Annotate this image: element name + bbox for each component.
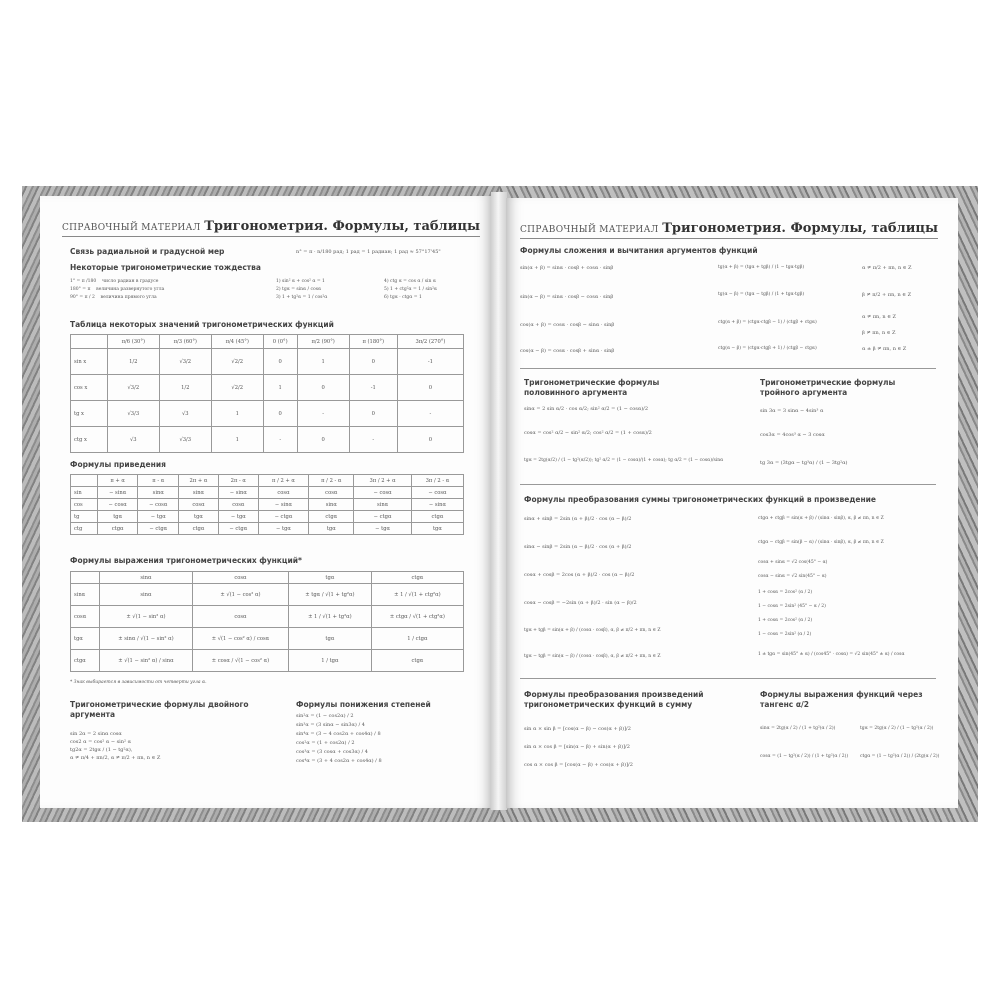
- page-header: [520, 214, 938, 239]
- table-cell: 1 / ctgα: [371, 628, 463, 650]
- table-cell: 0: [397, 375, 463, 401]
- table-cell: 0: [297, 375, 349, 401]
- half-formula-3: tgα = 2tg(α/2) / (1 − tg²(α/2)); tg² α/2 = (1 − cosα)/(1 + cosα); tg α/2 = (1 − cosα)/sinα: [524, 458, 724, 463]
- section-label: СПРАВОЧНЫЙ МАТЕРИАЛ: [520, 225, 659, 235]
- table-cell: √3: [159, 401, 211, 427]
- triple-formula-3: tg 3α = (3tgα − tg³α) / (1 − 3tg²α): [760, 460, 848, 466]
- table-cell: ± cosα / √(1 − cos² α): [192, 650, 288, 672]
- addition-condition-3: α ≠ πn, n ∈ Z: [862, 314, 897, 320]
- table-cell: − sinα: [97, 487, 138, 499]
- table-cell: tgα: [411, 523, 463, 535]
- table-cell: -: [297, 401, 349, 427]
- expression-title: Формулы выражения тригонометрических функций*: [70, 556, 302, 565]
- table-cell: √3/2: [107, 375, 159, 401]
- addition-title: Формулы сложения и вычитания аргументов функций: [520, 246, 758, 255]
- triple-title: Тригонометрические формулы тройного аргумента: [760, 378, 896, 398]
- right-page: [506, 198, 958, 808]
- table-cell: ctgα: [97, 523, 138, 535]
- table-cell: 0: [263, 401, 297, 427]
- table-cell: π / 2 + α: [258, 475, 309, 487]
- table-cell: 0: [397, 427, 463, 453]
- table-cell: 1: [211, 401, 263, 427]
- sum-formula-5: tgα + tgβ = sin(α + β) / (cosα · cosβ), α, β ≠ π/2 + πn, n ∈ Z: [524, 628, 661, 633]
- table-cell: ctgα: [71, 650, 100, 672]
- table-cell: cos x: [71, 375, 108, 401]
- table-cell: π - α: [138, 475, 179, 487]
- table-cell: ± tgα / √(1 + tg²α): [289, 584, 372, 606]
- sum-right-5: 1 + cosα = 2cos² (α / 2): [758, 590, 813, 595]
- table-cell: [71, 475, 98, 487]
- triple-formula-1: sin 3α = 3 sinα − 4sin³ α: [760, 408, 824, 414]
- identity-formula-2: 2) tgα = sinα / cosα: [276, 287, 322, 292]
- power-formula-1: sin²α = (1 − cos2α) / 2: [296, 713, 354, 719]
- table-cell: − cosα: [138, 499, 179, 511]
- table-cell: ctg x: [71, 427, 108, 453]
- table-cell: 0 (0°): [263, 335, 297, 349]
- table-cell: − ctgα: [258, 511, 309, 523]
- sum-right-4: cosα − sinα = √2 sin(45° − α): [758, 574, 827, 579]
- table-cell: 0: [349, 401, 397, 427]
- table-cell: tgα: [97, 511, 138, 523]
- table-cell: √3: [107, 427, 159, 453]
- table-cell: − tgα: [138, 511, 179, 523]
- identity-formula-5: 5) 1 + ctg²α = 1 / sin²α: [384, 287, 437, 292]
- table-cell: 0: [263, 349, 297, 375]
- table-cell: ctgα: [411, 511, 463, 523]
- table-cell: 1 / tgα: [289, 650, 372, 672]
- product-formula-2: sin α × cos β = [sin(α − β) + sin(α + β)]/2: [524, 744, 630, 750]
- table-cell: cosα: [192, 572, 288, 584]
- page-title: Тригонометрия. Формулы, таблицы: [204, 219, 480, 234]
- table-cell: ± √(1 − sin² α) / sinα: [100, 650, 193, 672]
- page-title: Тригонометрия. Формулы, таблицы: [662, 221, 938, 236]
- table-cell: 3π / 2 + α: [354, 475, 412, 487]
- table-cell: ctgα: [371, 572, 463, 584]
- addition-condition-2: β ≠ π/2 + πn, n ∈ Z: [862, 292, 912, 298]
- table-cell: − tgα: [354, 523, 412, 535]
- table-cell: -: [349, 427, 397, 453]
- sum-right-2: ctgα − ctgβ = sin(β − α) / (sinα · sinβ), α, β ≠ πn, n ∈ Z: [758, 540, 884, 545]
- table-cell: sin x: [71, 349, 108, 375]
- identity-formula-3: 3) 1 + tg²α = 1 / cos²α: [276, 295, 328, 300]
- table-cell: -: [263, 427, 297, 453]
- table-cell: sinα: [100, 572, 193, 584]
- table-cell: [71, 572, 100, 584]
- book-spine: [491, 192, 507, 810]
- expression-table: [70, 571, 464, 672]
- divider: [520, 484, 936, 485]
- table-cell: − cosα: [97, 499, 138, 511]
- table-cell: − sinα: [258, 499, 309, 511]
- double-formula-4: α ≠ π/4 + πn/2, α ≠ π/2 + πn, n ∈ Z: [70, 755, 161, 761]
- table-cell: cosα: [192, 606, 288, 628]
- values-title: Таблица некоторых значений тригонометрических функций: [70, 320, 334, 329]
- table-cell: √2/2: [211, 375, 263, 401]
- tangent-formula-1: sinα = 2tg(α / 2) / (1 + tg²(α / 2)): [760, 726, 836, 731]
- power-title: Формулы понижения степеней: [296, 700, 431, 709]
- addition-tg-1: tg(α + β) = (tgα + tgβ) / (1 − tgα·tgβ): [718, 265, 805, 270]
- identity-1: 1° = π /180 число радиан в градусе: [70, 279, 159, 284]
- divider: [520, 678, 936, 679]
- table-cell: ± 1 / √(1 + tg²α): [289, 606, 372, 628]
- identity-2: 180° = π величина развернутого угла: [70, 287, 165, 292]
- identity-formula-1: 1) sin² α + cos² α = 1: [276, 279, 325, 284]
- table-cell: tgα: [289, 572, 372, 584]
- table-cell: cosα: [258, 487, 309, 499]
- addition-tg-4: ctg(α − β) = (ctgα·ctgβ + 1) / (ctgβ − ctgα): [718, 346, 817, 351]
- table-cell: π / 2 - α: [309, 475, 354, 487]
- identities-title: Некоторые тригонометрические тождества: [70, 263, 261, 272]
- table-cell: sinα: [71, 584, 100, 606]
- table-cell: -: [397, 401, 463, 427]
- table-cell: cos: [71, 499, 98, 511]
- table-cell: − ctgα: [218, 523, 258, 535]
- table-cell: tg x: [71, 401, 108, 427]
- tangent-title: Формулы выражения функций через тангенс α/2: [760, 690, 923, 710]
- sum-formula-6: tgα − tgβ = sin(α − β) / (cosα · cosβ), α, β ≠ π/2 + πn, n ∈ Z: [524, 654, 661, 659]
- table-cell: ± sinα / √(1 − sin² α): [100, 628, 193, 650]
- sum-right-8: 1 − cosα = 2sin² (α / 2): [758, 632, 812, 637]
- tangent-formula-2: cosα = (1 − tg²(α / 2)) / (1 + tg²(α / 2)): [760, 754, 849, 759]
- power-formula-2: sin³α = (3 sinα − sin3α) / 4: [296, 722, 365, 728]
- tangent-formula-3: tgα = 2tg(α / 2) / (1 − tg²(α / 2)): [860, 726, 934, 731]
- table-cell: ± 1 / √(1 + ctg²α): [371, 584, 463, 606]
- table-cell: 3π/2 (270°): [397, 335, 463, 349]
- addition-condition-5: α ± β ≠ πn, n ∈ Z: [862, 346, 907, 352]
- values-table: [70, 334, 464, 453]
- table-cell: − cosα: [354, 487, 412, 499]
- table-cell: sinα: [100, 584, 193, 606]
- power-formula-3: sin⁴α = (3 − 4 cos2α + cos4α) / 8: [296, 731, 381, 737]
- radian-title: Связь радиальной и градусной мер: [70, 247, 225, 256]
- double-formula-2: cos2 α = cos² α − sin² α: [70, 739, 131, 745]
- section-label: СПРАВОЧНЫЙ МАТЕРИАЛ: [62, 223, 201, 233]
- reduction-table: [70, 474, 464, 535]
- addition-formula-1: sin(α + β) = sinα · cosβ + cosα · sinβ: [520, 265, 614, 271]
- sum-title: Формулы преобразования суммы тригонометрических функций в произведение: [524, 495, 876, 504]
- table-cell: tgα: [309, 523, 354, 535]
- sum-formula-1: sinα + sinβ = 2sin (α + β)/2 · cos (α − β)/2: [524, 516, 632, 522]
- table-cell: √3/3: [159, 427, 211, 453]
- half-formula-2: cosα = cos² α/2 − sin² α/2; cos² α/2 = (1 + cosα)/2: [524, 430, 652, 436]
- left-page: [40, 196, 492, 808]
- table-cell: π/2 (90°): [297, 335, 349, 349]
- double-formula-3: tg2α = 2tgα / (1 − tg²α),: [70, 747, 133, 753]
- table-cell: sinα: [179, 487, 219, 499]
- sum-formula-3: cosα + cosβ = 2cos (α + β)/2 · cos (α − β)/2: [524, 572, 635, 578]
- table-cell: sinα: [354, 499, 412, 511]
- table-cell: − ctgα: [138, 523, 179, 535]
- table-cell: ± √(1 − cos² α): [192, 584, 288, 606]
- table-cell: π/4 (45°): [211, 335, 263, 349]
- table-cell: − sinα: [218, 487, 258, 499]
- power-formula-4: cos²α = (1 + cos2α) / 2: [296, 740, 355, 746]
- triple-formula-2: cos3α = 4cos³ α − 3 cosα: [760, 432, 825, 438]
- table-cell: tgα: [289, 628, 372, 650]
- table-cell: cosα: [179, 499, 219, 511]
- addition-tg-2: tg(α − β) = (tgα − tgβ) / (1 + tgα·tgβ): [718, 292, 805, 297]
- table-cell: 0: [297, 427, 349, 453]
- table-cell: π/6 (30°): [107, 335, 159, 349]
- product-formula-3: cos α × cos β = [cos(α − β) + cos(α + β)]/2: [524, 762, 633, 768]
- half-title: Тригонометрические формулы половинного аргумента: [524, 378, 660, 398]
- double-title: Тригонометрические формулы двойного аргумента: [70, 700, 249, 720]
- addition-formula-4: cos(α − β) = cosα · cosβ + sinα · sinβ: [520, 348, 615, 354]
- product-formula-1: sin α × sin β = [cos(α − β) − cos(α + β)]/2: [524, 726, 631, 732]
- table-cell: sinα: [138, 487, 179, 499]
- table-cell: 1/2: [107, 349, 159, 375]
- table-cell: − ctgα: [354, 511, 412, 523]
- table-cell: [71, 335, 108, 349]
- table-cell: cosα: [218, 499, 258, 511]
- double-formula-1: sin 2α = 2 sinα cosα: [70, 731, 122, 737]
- table-cell: π (180°): [349, 335, 397, 349]
- half-formula-1: sinα = 2 sin α/2 · cos α/2; sin² α/2 = (1 − cosα)/2: [524, 406, 649, 412]
- table-cell: ctgα: [179, 523, 219, 535]
- table-cell: sinα: [309, 499, 354, 511]
- identity-formula-4: 4) ctg α = cos α / sin α: [384, 279, 436, 284]
- sum-right-9: 1 ± tgα = sin(45° ± α) / (cos45° · cosα) = √2 sin(45° ± α) / cosα: [758, 652, 905, 657]
- addition-formula-3: cos(α + β) = cosα · cosβ − sinα · sinβ: [520, 322, 615, 328]
- sum-right-1: ctgα + ctgβ = sin(α + β) / (sinα · sinβ), α, β ≠ πn, n ∈ Z: [758, 516, 884, 521]
- tangent-formula-4: ctgα = (1 − tg²(α / 2)) / (2tg(α / 2)): [860, 754, 940, 759]
- table-cell: 1: [211, 427, 263, 453]
- power-formula-6: cos⁴α = (3 + 4 cos2α + cos4α) / 8: [296, 758, 382, 764]
- table-cell: 0: [349, 349, 397, 375]
- table-cell: ctgα: [309, 511, 354, 523]
- addition-condition-4: β ≠ πn, n ∈ Z: [862, 330, 896, 336]
- table-cell: tg: [71, 511, 98, 523]
- power-formula-5: cos³α = (3 cosα + cos3α) / 4: [296, 749, 368, 755]
- page-header: [62, 212, 480, 237]
- divider: [520, 368, 936, 369]
- table-cell: ± √(1 − sin² α): [100, 606, 193, 628]
- reduction-title: Формулы приведения: [70, 460, 166, 469]
- table-cell: − tgα: [258, 523, 309, 535]
- table-cell: π + α: [97, 475, 138, 487]
- table-cell: 2π - α: [218, 475, 258, 487]
- table-cell: √3/3: [107, 401, 159, 427]
- table-cell: − cosα: [411, 487, 463, 499]
- table-cell: ctg: [71, 523, 98, 535]
- table-cell: √2/2: [211, 349, 263, 375]
- table-cell: 1: [297, 349, 349, 375]
- table-cell: -1: [349, 375, 397, 401]
- radian-formula: n° = π · n/180 рад; 1 рад = 1 радиан; 1 рад ≈ 57°17'45": [296, 249, 441, 255]
- table-cell: − tgα: [218, 511, 258, 523]
- footnote: * Знак выбирается в зависимости от четверти угла α.: [70, 680, 207, 685]
- table-cell: π/3 (60°): [159, 335, 211, 349]
- addition-condition-1: α ≠ π/2 + πn, n ∈ Z: [862, 265, 912, 271]
- identity-formula-6: 6) tgα · ctgα = 1: [384, 295, 422, 300]
- table-cell: cosα: [309, 487, 354, 499]
- product-title: Формулы преобразования произведений тригонометрических функций в сумму: [524, 690, 704, 710]
- sum-right-3: cosα + sinα = √2 cos(45° − α): [758, 560, 828, 565]
- table-cell: sin: [71, 487, 98, 499]
- identity-3: 90° = π / 2 величина прямого угла: [70, 295, 157, 300]
- table-cell: 2π + α: [179, 475, 219, 487]
- table-cell: 3π / 2 - α: [411, 475, 463, 487]
- table-cell: -1: [397, 349, 463, 375]
- sum-formula-2: sinα − sinβ = 2sin (α − β)/2 · cos (α + β)/2: [524, 544, 632, 550]
- table-cell: √3/2: [159, 349, 211, 375]
- sum-formula-4: cosα − cosβ = −2sin (α + β)/2 · sin (α − β)/2: [524, 600, 637, 606]
- addition-formula-2: sin(α − β) = sinα · cosβ − cosα · sinβ: [520, 294, 614, 300]
- sum-right-7: 1 + cosα = 2cos² (α / 2): [758, 618, 813, 623]
- table-cell: ± √(1 − cos² α) / cosα: [192, 628, 288, 650]
- table-cell: cosα: [71, 606, 100, 628]
- addition-tg-3: ctg(α + β) = (ctgα·ctgβ − 1) / (ctgβ + ctgα): [718, 320, 817, 325]
- table-cell: ctgα: [371, 650, 463, 672]
- table-cell: − sinα: [411, 499, 463, 511]
- table-cell: tgα: [71, 628, 100, 650]
- sum-right-6: 1 − cosα = 2sin² (45° − α / 2): [758, 604, 826, 609]
- table-cell: ± ctgα / √(1 + ctg²α): [371, 606, 463, 628]
- table-cell: 1: [263, 375, 297, 401]
- table-cell: 1/2: [159, 375, 211, 401]
- table-cell: tgα: [179, 511, 219, 523]
